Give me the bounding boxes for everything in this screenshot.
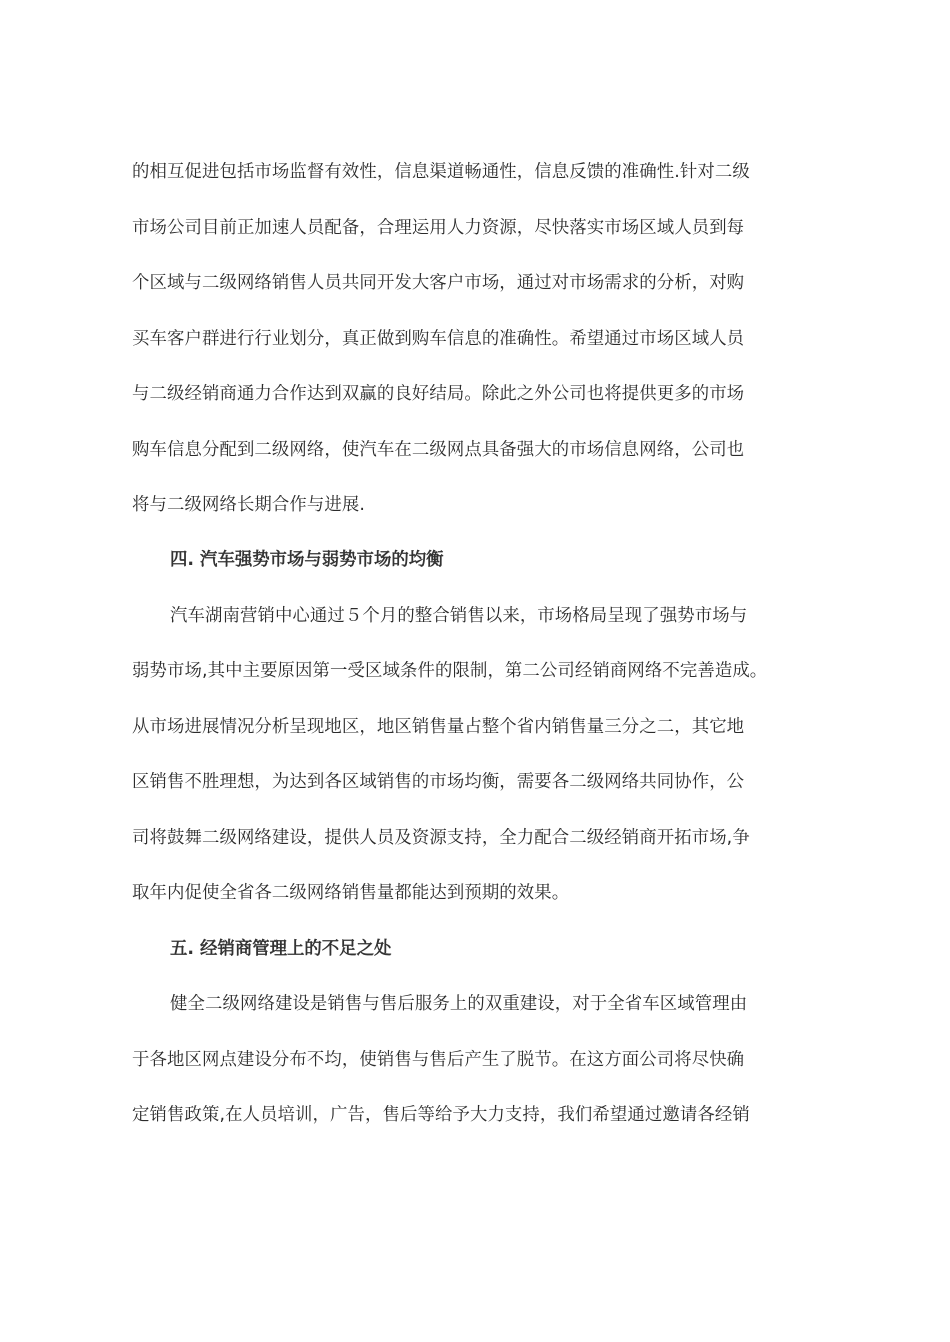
paragraph-line: 汽车湖南营销中心通过５个月的整合销售以来，市场格局呈现了强势市场与 xyxy=(170,606,748,626)
paragraph-line: 买车客户群进行行业划分，真正做到购车信息的准确性。希望通过市场区域人员 xyxy=(132,329,745,349)
paragraph-line: 取年内促使全省各二级网络销售量都能达到预期的效果。 xyxy=(132,883,570,903)
paragraph-line: 市场公司目前正加速人员配备，合理运用人力资源，尽快落实市场区域人员到每 xyxy=(132,218,745,238)
paragraph-line: 区销售不胜理想，为达到各区域销售的市场均衡，需要各二级网络共同协作，公 xyxy=(132,772,745,792)
paragraph-line: 定销售政策,在人员培训，广告，售后等给予大力支持，我们希望通过邀请各经销 xyxy=(132,1105,750,1125)
paragraph-line: 与二级经销商通力合作达到双赢的良好结局。除此之外公司也将提供更多的市场 xyxy=(132,384,745,404)
paragraph-line: 从市场进展情况分析呈现地区，地区销售量占整个省内销售量三分之二，其它地 xyxy=(132,717,745,737)
section-heading-4: 四. 汽车强势市场与弱势市场的均衡 xyxy=(170,550,444,570)
paragraph-line: 购车信息分配到二级网络，使汽车在二级网点具备强大的市场信息网络，公司也 xyxy=(132,440,745,460)
paragraph-line: 将与二级网络长期合作与进展. xyxy=(132,495,366,515)
paragraph-line: 健全二级网络建设是销售与售后服务上的双重建设，对于全省车区域管理由 xyxy=(170,994,748,1014)
section-heading-5: 五. 经销商管理上的不足之处 xyxy=(170,939,392,959)
paragraph-line: 于各地区网点建设分布不均，使销售与售后产生了脱节。在这方面公司将尽快确 xyxy=(132,1050,745,1070)
paragraph-line: 司将鼓舞二级网络建设，提供人员及资源支持，全力配合二级经销商开拓市场,争 xyxy=(132,828,750,848)
paragraph-line: 的相互促进包括市场监督有效性，信息渠道畅通性，信息反馈的准确性.针对二级 xyxy=(132,162,750,182)
paragraph-line: 个区域与二级网络销售人员共同开发大客户市场，通过对市场需求的分析，对购 xyxy=(132,273,745,293)
paragraph-line: 弱势市场,其中主要原因第一受区域条件的限制，第二公司经销商网络不完善造成。 xyxy=(132,661,768,681)
